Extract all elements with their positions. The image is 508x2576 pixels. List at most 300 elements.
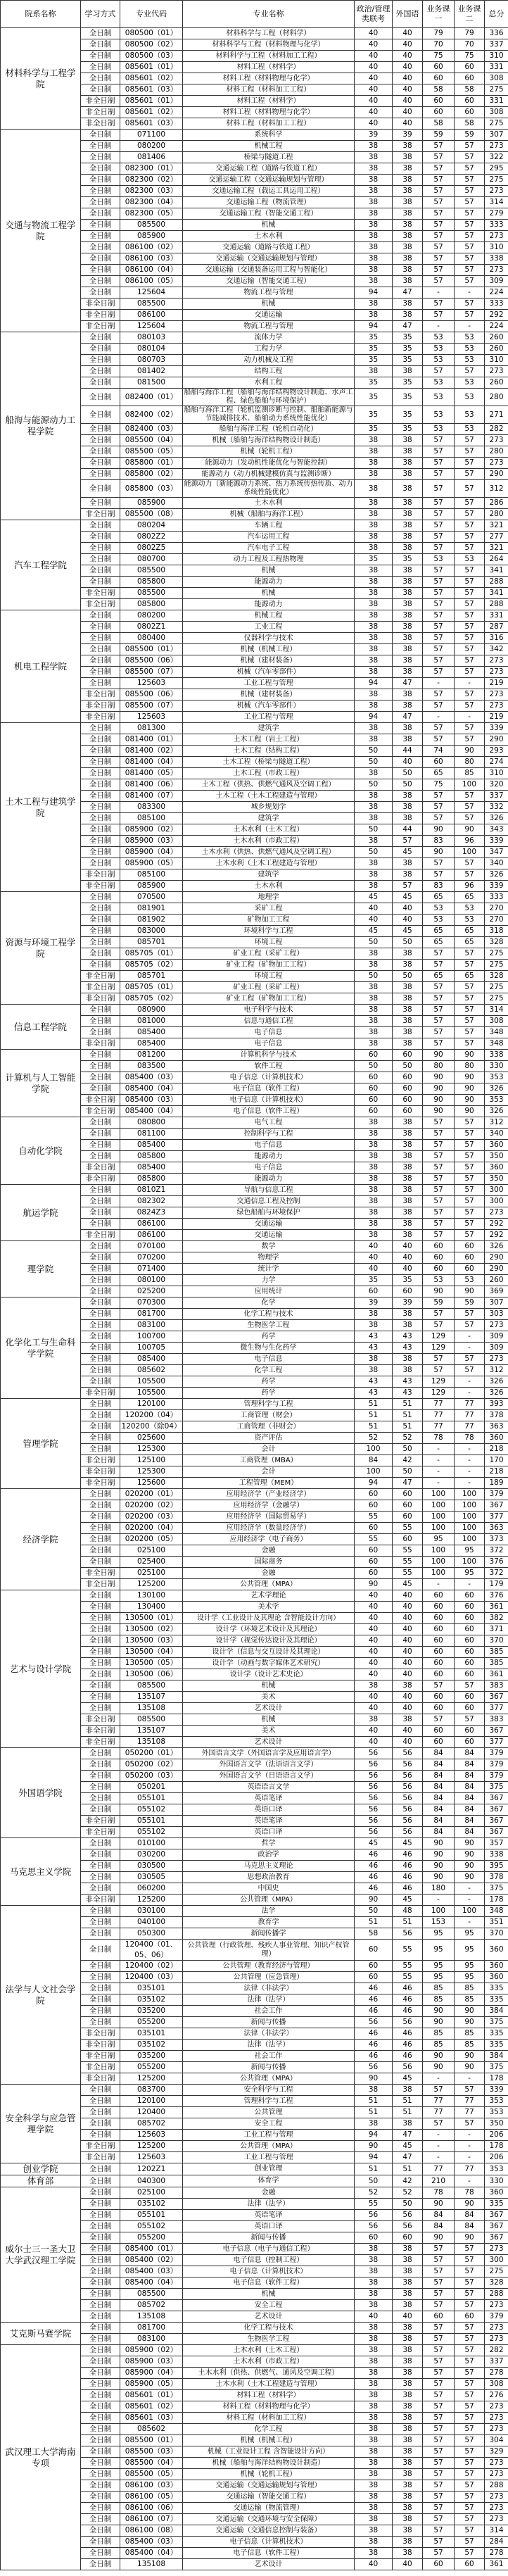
foreign-language-score: 38 xyxy=(393,2446,423,2458)
study-mode: 非全日制 xyxy=(81,1106,120,1117)
table-row xyxy=(1,2175,508,2187)
study-mode: 全日制 xyxy=(81,2232,120,2244)
study-mode: 非全日制 xyxy=(81,1162,120,1174)
major-code: 080900 xyxy=(120,1005,183,1016)
major-code: 055102 xyxy=(120,1827,183,1838)
politics-score: 51 xyxy=(355,2096,393,2107)
politics-score: 56 xyxy=(355,1748,393,1759)
study-mode: 全日制 xyxy=(81,1309,120,1320)
table-row xyxy=(1,1838,508,1849)
subject-2-score: 84 xyxy=(455,1748,485,1759)
foreign-language-score: 43 xyxy=(393,1343,423,1354)
subject-2-score: 53 xyxy=(455,377,485,389)
politics-score: 55 xyxy=(355,2199,393,2210)
total-score: 179 xyxy=(485,1579,508,1590)
subject-2-score: 100 xyxy=(455,1557,485,1568)
major-name: 机械（机械工程） xyxy=(183,2435,355,2446)
subject-2-score: 77 xyxy=(455,2107,485,2118)
subject-1-score: 80 xyxy=(423,1061,455,1072)
subject-2-score: 65 xyxy=(455,937,485,948)
major-name: 设计学（动画与数字媒体艺术研究） xyxy=(183,1658,355,1669)
study-mode: 全日制 xyxy=(81,802,120,813)
major-code: 125200 xyxy=(120,1579,183,1590)
politics-score: 40 xyxy=(355,1252,393,1264)
politics-score: 60 xyxy=(355,1106,393,1117)
study-mode: 全日制 xyxy=(81,2469,120,2480)
politics-score: 38 xyxy=(355,520,393,532)
study-mode: 全日制 xyxy=(81,768,120,779)
major-name: 新闻传播学 xyxy=(183,1928,355,1940)
politics-score: 38 xyxy=(355,2345,393,2356)
study-mode: 全日制 xyxy=(81,1906,120,1917)
major-name: 工程力学 xyxy=(183,344,355,355)
major-code: 081400（02） xyxy=(120,746,183,757)
major-code: 085500（01） xyxy=(120,644,183,655)
total-score: 333 xyxy=(485,220,508,231)
total-score: 293 xyxy=(485,746,508,757)
major-code: 030500 xyxy=(120,1861,183,1872)
total-score: 384 xyxy=(485,2006,508,2017)
total-score: 361 xyxy=(485,1602,508,1613)
major-code: 083500 xyxy=(120,1061,183,1072)
foreign-language-score: 38 xyxy=(393,734,423,746)
subject-1-score: 57 xyxy=(423,469,455,480)
subject-2-score: - xyxy=(455,1343,485,1354)
politics-score: 38 xyxy=(355,577,393,588)
major-code: 025100 xyxy=(120,2187,183,2199)
total-score: 290 xyxy=(485,734,508,746)
politics-score: 38 xyxy=(355,276,393,287)
politics-score: 55 xyxy=(355,1512,393,1523)
politics-score: 40 xyxy=(355,1737,393,1748)
subject-2-score: 57 xyxy=(455,791,485,802)
politics-score: 50 xyxy=(355,824,393,836)
subject-1-score: 57 xyxy=(423,1117,455,1129)
foreign-language-score: 38 xyxy=(393,265,423,276)
major-name: 材料工程（材料学） xyxy=(183,62,355,73)
major-code: 130400 xyxy=(120,1602,183,1613)
major-name: 汽车电子工程 xyxy=(183,543,355,554)
major-code: 085400 xyxy=(120,1038,183,1050)
subject-2-score: 85 xyxy=(455,768,485,779)
study-mode: 全日制 xyxy=(81,678,120,689)
subject-2-score: 57 xyxy=(455,2118,485,2130)
politics-score: 50 xyxy=(355,1061,393,1072)
study-mode: 全日制 xyxy=(81,1421,120,1433)
study-mode: 非全日制 xyxy=(81,2040,120,2051)
foreign-language-score: 52 xyxy=(393,2187,423,2199)
major-code: 086100（08） xyxy=(120,2525,183,2537)
major-code: 085705（02） xyxy=(120,993,183,1005)
politics-score: 50 xyxy=(355,1906,393,1917)
major-name: 仪器科学与技术 xyxy=(183,633,355,644)
subject-2-score: 60 xyxy=(455,96,485,107)
major-code: 080500（01） xyxy=(120,28,183,39)
study-mode: 全日制 xyxy=(81,1320,120,1331)
study-mode: 全日制 xyxy=(81,2289,120,2300)
foreign-language-score: 46 xyxy=(393,1883,423,1895)
politics-score: 38 xyxy=(355,1219,393,1230)
total-score: 273 xyxy=(485,2323,508,2334)
study-mode: 非全日制 xyxy=(81,107,120,118)
subject-2-score: - xyxy=(455,678,485,689)
total-score: 273 xyxy=(485,2458,508,2469)
foreign-language-score: 38 xyxy=(393,599,423,610)
subject-1-score: 60 xyxy=(423,1669,455,1680)
department-name: 船海与能源动力工程学院 xyxy=(1,332,81,520)
study-mode: 全日制 xyxy=(81,1264,120,1275)
politics-score: 38 xyxy=(355,1005,393,1016)
table-row xyxy=(1,1005,508,1016)
foreign-language-score: 38 xyxy=(393,791,423,802)
subject-1-score: 100 xyxy=(423,1545,455,1557)
major-code: 085800（01） xyxy=(120,458,183,469)
major-code: 010100 xyxy=(120,1838,183,1849)
major-code: 085900 xyxy=(120,498,183,509)
study-mode: 全日制 xyxy=(81,287,120,299)
study-mode: 全日制 xyxy=(81,458,120,469)
major-name: 安全工程 xyxy=(183,2118,355,2130)
major-code: 085500（06） xyxy=(120,689,183,700)
politics-score: 38 xyxy=(355,208,393,220)
politics-score: 38 xyxy=(355,993,393,1005)
major-code: 050200（03） xyxy=(120,1771,183,1782)
major-name: 工业工程 xyxy=(183,622,355,633)
politics-score: 39 xyxy=(355,1298,393,1309)
total-score: 300 xyxy=(485,1185,508,1196)
politics-score: 38 xyxy=(355,2118,393,2130)
study-mode: 全日制 xyxy=(81,813,120,824)
subject-2-score: 57 xyxy=(455,633,485,644)
major-code: 085800（02） xyxy=(120,469,183,480)
subject-2-score: 57 xyxy=(455,2356,485,2368)
department-name: 马克思主义学院 xyxy=(1,1838,81,1906)
study-mode: 全日制 xyxy=(81,1331,120,1343)
total-score: 273 xyxy=(485,2514,508,2525)
politics-score: 51 xyxy=(355,2107,393,2118)
subject-2-score: 57 xyxy=(455,1162,485,1174)
foreign-language-score: 38 xyxy=(393,2255,423,2266)
total-score: 375 xyxy=(485,1782,508,1793)
subject-1-score: 57 xyxy=(423,1207,455,1219)
politics-score: 90 xyxy=(355,1895,393,1906)
subject-1-score: 60 xyxy=(423,1241,455,1252)
major-code: 105500 xyxy=(120,1388,183,1399)
department-name: 外国语学院 xyxy=(1,1748,81,1838)
politics-score: 38 xyxy=(355,858,393,869)
subject-2-score: - xyxy=(455,2175,485,2187)
politics-score: 51 xyxy=(355,1917,393,1928)
foreign-language-score: 45 xyxy=(393,926,423,937)
total-score: 307 xyxy=(485,130,508,141)
major-name: 机械 xyxy=(183,1680,355,1692)
major-code: 125100 xyxy=(120,1455,183,1466)
major-name: 公共管理（教育经济与管理） xyxy=(183,1961,355,1972)
politics-score: 40 xyxy=(355,107,393,118)
subject-1-score: 57 xyxy=(423,509,455,520)
major-name: 药学 xyxy=(183,1388,355,1399)
subject-1-score: 57 xyxy=(423,152,455,163)
total-score: 273 xyxy=(485,2401,508,2413)
politics-score: 40 xyxy=(355,118,393,130)
major-name: 化学工程 xyxy=(183,2424,355,2435)
subject-2-score: - xyxy=(455,1478,485,1489)
major-name: 建筑学 xyxy=(183,813,355,824)
header-study-mode: 学习方式 xyxy=(81,1,120,28)
subject-1-score: 53 xyxy=(423,344,455,355)
subject-2-score: 57 xyxy=(455,253,485,265)
major-name: 交通运输工程（载运工具运用工程） xyxy=(183,186,355,197)
subject-1-score: 57 xyxy=(423,2368,455,2379)
politics-score: 38 xyxy=(355,1207,393,1219)
subject-2-score: 60 xyxy=(455,1658,485,1669)
politics-score: 38 xyxy=(355,299,393,310)
foreign-language-score: 38 xyxy=(393,276,423,287)
politics-score: 38 xyxy=(355,498,393,509)
foreign-language-score: 56 xyxy=(393,1771,423,1782)
major-code: 130500（03） xyxy=(120,1635,183,1647)
politics-score: 40 xyxy=(355,1264,393,1275)
major-code: 055102 xyxy=(120,1804,183,1816)
study-mode: 全日制 xyxy=(81,1748,120,1759)
subject-2-score: 85 xyxy=(455,2028,485,2040)
politics-score: 38 xyxy=(355,1038,393,1050)
subject-2-score: 53 xyxy=(455,355,485,366)
politics-score: 60 xyxy=(355,1050,393,1061)
major-name: 应用经济学（金融学） xyxy=(183,1500,355,1512)
foreign-language-score: 38 xyxy=(393,2424,423,2435)
major-code: 085702 xyxy=(120,2300,183,2311)
subject-1-score: 57 xyxy=(423,1354,455,1365)
total-score: 273 xyxy=(485,655,508,667)
subject-2-score: 53 xyxy=(455,1275,485,1286)
table-row xyxy=(1,1298,508,1309)
subject-1-score: 57 xyxy=(423,1174,455,1185)
major-code: 085601（03） xyxy=(120,118,183,130)
major-code: 085705（01） xyxy=(120,948,183,960)
subject-2-score: 57 xyxy=(455,2379,485,2390)
major-code: 030505 xyxy=(120,1872,183,1883)
major-name: 交通运输（物流管理） xyxy=(183,2503,355,2514)
foreign-language-score: 38 xyxy=(393,543,423,554)
foreign-language-score: 39 xyxy=(393,130,423,141)
subject-2-score: 57 xyxy=(455,197,485,208)
subject-2-score: 95 xyxy=(455,1940,485,1961)
major-code: 080104 xyxy=(120,344,183,355)
subject-1-score: - xyxy=(423,2073,455,2085)
foreign-language-score: 38 xyxy=(393,2356,423,2368)
subject-1-score: 57 xyxy=(423,1714,455,1726)
politics-score: 40 xyxy=(355,1703,393,1714)
foreign-language-score: 56 xyxy=(393,1793,423,1804)
politics-score: 38 xyxy=(355,2356,393,2368)
subject-1-score: 57 xyxy=(423,520,455,532)
foreign-language-score: 51 xyxy=(393,2107,423,2118)
major-code: 081400（05） xyxy=(120,768,183,779)
subject-2-score: 57 xyxy=(455,644,485,655)
politics-score: 60 xyxy=(355,1940,393,1961)
subject-1-score: 53 xyxy=(423,355,455,366)
major-name: 安全工程 xyxy=(183,2300,355,2311)
subject-1-score: 57 xyxy=(423,1680,455,1692)
study-mode: 全日制 xyxy=(81,2424,120,2435)
foreign-language-score: 38 xyxy=(393,152,423,163)
foreign-language-score: 38 xyxy=(393,1320,423,1331)
total-score: 206 xyxy=(485,2152,508,2163)
major-code: 085500（04） xyxy=(120,435,183,446)
study-mode: 全日制 xyxy=(81,2085,120,2096)
foreign-language-score: 38 xyxy=(393,1151,423,1162)
politics-score: 38 xyxy=(355,1027,393,1038)
subject-2-score: 53 xyxy=(455,903,485,915)
total-score: 287 xyxy=(485,622,508,633)
subject-2-score: 57 xyxy=(455,2514,485,2525)
subject-1-score: 95 xyxy=(423,1961,455,1972)
study-mode: 非全日制 xyxy=(81,1388,120,1399)
table-row xyxy=(1,610,508,622)
foreign-language-score: 47 xyxy=(393,678,423,689)
foreign-language-score: 40 xyxy=(393,107,423,118)
table-row xyxy=(1,892,508,903)
total-score: 312 xyxy=(485,1117,508,1129)
study-mode: 全日制 xyxy=(81,1298,120,1309)
subject-2-score: 57 xyxy=(455,2446,485,2458)
foreign-language-score: 38 xyxy=(393,2244,423,2255)
subject-1-score: 83 xyxy=(423,881,455,892)
study-mode: 全日制 xyxy=(81,332,120,344)
major-name: 设计学（工业设计及其理论 含智能设计方向） xyxy=(183,1613,355,1624)
total-score: 326 xyxy=(485,1388,508,1399)
study-mode: 非全日制 xyxy=(81,1568,120,1579)
total-score: 367 xyxy=(485,2210,508,2221)
major-code: 080103 xyxy=(120,332,183,344)
study-mode: 全日制 xyxy=(81,1523,120,1534)
study-mode: 非全日制 xyxy=(81,1579,120,1590)
major-code: 055200 xyxy=(120,2062,183,2073)
subject-2-score: 57 xyxy=(455,310,485,321)
study-mode: 全日制 xyxy=(81,1928,120,1940)
major-name: 金融 xyxy=(183,2187,355,2199)
subject-2-score: - xyxy=(455,1388,485,1399)
total-score: 321 xyxy=(485,543,508,554)
politics-score: 56 xyxy=(355,2017,393,2028)
foreign-language-score: 38 xyxy=(393,253,423,265)
foreign-language-score: 52 xyxy=(393,1433,423,1444)
subject-1-score: 57 xyxy=(423,982,455,993)
total-score: 277 xyxy=(485,532,508,543)
major-code: 085702 xyxy=(120,2118,183,2130)
subject-1-score: 90 xyxy=(423,1106,455,1117)
major-code: 025200 xyxy=(120,1286,183,1298)
major-name: 机械（机械工程） xyxy=(183,644,355,655)
total-score: 322 xyxy=(485,152,508,163)
subject-1-score: 84 xyxy=(423,1793,455,1804)
subject-2-score: 95 xyxy=(455,1972,485,1983)
subject-1-score: 57 xyxy=(423,2480,455,2492)
total-score: 353 xyxy=(485,1095,508,1106)
major-name: 艺术设计 xyxy=(183,1737,355,1748)
total-score: 385 xyxy=(485,1658,508,1669)
study-mode: 全日制 xyxy=(81,1669,120,1680)
study-mode: 全日制 xyxy=(81,2107,120,2118)
politics-score: 35 xyxy=(355,332,393,344)
total-score: 273 xyxy=(485,265,508,276)
major-code: 085400（04） xyxy=(120,2277,183,2289)
foreign-language-score: 38 xyxy=(393,2401,423,2413)
total-score: 273 xyxy=(485,700,508,712)
foreign-language-score: 38 xyxy=(393,2368,423,2379)
major-code: 085500 xyxy=(120,299,183,310)
foreign-language-score: 40 xyxy=(393,1658,423,1669)
major-name: 工业工程与管理 xyxy=(183,2130,355,2141)
politics-score: 46 xyxy=(355,1994,393,2006)
major-code: 081000 xyxy=(120,1016,183,1027)
major-code: 085400（03） xyxy=(120,2266,183,2277)
subject-2-score: 90 xyxy=(455,1050,485,1061)
politics-score: 38 xyxy=(355,2480,393,2492)
politics-score: 38 xyxy=(355,543,393,554)
study-mode: 全日制 xyxy=(81,1703,120,1714)
major-name: 交通运输（交通运输规划与管理） xyxy=(183,2480,355,2492)
total-score: 353 xyxy=(485,2163,508,2175)
subject-1-score: 90 xyxy=(423,2017,455,2028)
table-row xyxy=(1,1748,508,1759)
major-code: 070200 xyxy=(120,1252,183,1264)
department-name: 理学院 xyxy=(1,1241,81,1298)
foreign-language-score: 45 xyxy=(393,2073,423,2085)
foreign-language-score: 38 xyxy=(393,644,423,655)
total-score: 292 xyxy=(485,1230,508,1241)
study-mode: 全日制 xyxy=(81,1061,120,1072)
total-score: 350 xyxy=(485,2118,508,2130)
foreign-language-score: 38 xyxy=(393,610,423,622)
politics-score: 40 xyxy=(355,2559,393,2570)
subject-1-score: 65 xyxy=(423,971,455,982)
subject-2-score: 84 xyxy=(455,1804,485,1816)
total-score: 273 xyxy=(485,667,508,678)
politics-score: 60 xyxy=(355,1072,393,1083)
study-mode: 非全日制 xyxy=(81,1737,120,1748)
study-mode: 全日制 xyxy=(81,1151,120,1162)
study-mode: 全日制 xyxy=(81,1940,120,1961)
subject-1-score: 90 xyxy=(423,2062,455,2073)
major-code: 082400（03） xyxy=(120,424,183,435)
total-score: 309 xyxy=(485,1331,508,1343)
politics-score: 38 xyxy=(355,2277,393,2289)
politics-score: 38 xyxy=(355,2401,393,2413)
politics-score: 35 xyxy=(355,377,393,389)
major-code: 085500 xyxy=(120,2289,183,2300)
foreign-language-score: 46 xyxy=(393,1994,423,2006)
subject-1-score: 90 xyxy=(423,2199,455,2210)
major-code: 086100（03） xyxy=(120,2480,183,2492)
major-name: 软件工程 xyxy=(183,1061,355,1072)
major-name: 化学工程与技术 xyxy=(183,2323,355,2334)
foreign-language-score: 38 xyxy=(393,2469,423,2480)
politics-score: 60 xyxy=(355,1500,393,1512)
total-score: 369 xyxy=(485,1286,508,1298)
major-code: 086100（05） xyxy=(120,2492,183,2503)
total-score: 333 xyxy=(485,299,508,310)
major-name: 法律（法学） xyxy=(183,2040,355,2051)
subject-2-score: 57 xyxy=(455,667,485,678)
major-name: 公共管理（MPA） xyxy=(183,1895,355,1906)
foreign-language-score: 51 xyxy=(393,1399,423,1410)
subject-1-score: 57 xyxy=(423,175,455,186)
major-code: 020200（05） xyxy=(120,1534,183,1545)
politics-score: 46 xyxy=(355,1983,393,1994)
study-mode: 全日制 xyxy=(81,1647,120,1658)
